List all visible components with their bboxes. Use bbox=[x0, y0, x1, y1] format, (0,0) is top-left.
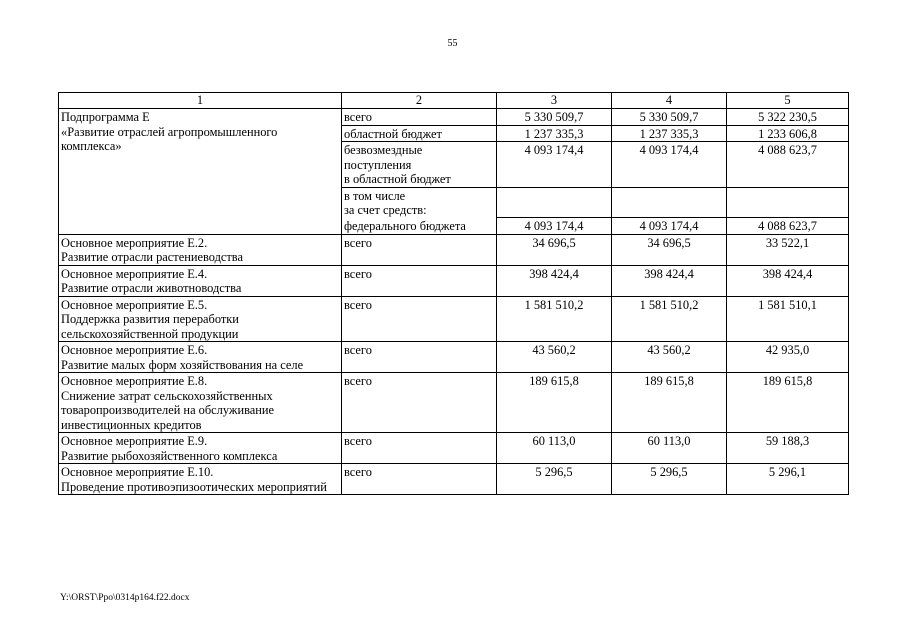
value-cell: 4 093 174,4 bbox=[497, 142, 612, 188]
column-header-4: 4 bbox=[612, 93, 727, 109]
funding-source-cell: федерального бюджета bbox=[342, 218, 497, 235]
value-cell: 60 113,0 bbox=[612, 433, 727, 464]
value-cell: 5 296,5 bbox=[497, 464, 612, 495]
value-cell: 42 935,0 bbox=[727, 342, 849, 373]
value-cell bbox=[612, 187, 727, 218]
value-cell: 1 581 510,2 bbox=[612, 296, 727, 342]
column-header-2: 2 bbox=[342, 93, 497, 109]
funding-source-cell: всего bbox=[342, 109, 497, 126]
value-cell: 1 581 510,2 bbox=[497, 296, 612, 342]
value-cell: 43 560,2 bbox=[497, 342, 612, 373]
value-cell: 4 093 174,4 bbox=[612, 142, 727, 188]
value-cell bbox=[497, 187, 612, 218]
funding-source-cell: всего bbox=[342, 342, 497, 373]
activity-name-cell: Основное мероприятие Е.8. Снижение затрат сельскохозяйственных товаропроизводителей на обслуживание инвестиционных кредитов bbox=[59, 373, 342, 433]
value-cell: 1 233 606,8 bbox=[727, 125, 849, 142]
activity-name-cell: Основное мероприятие Е.4. Развитие отрасли животноводства bbox=[59, 265, 342, 296]
subprogram-title-cell: Подпрограмма Е «Развитие отраслей агропромышленного комплекса» bbox=[59, 109, 342, 235]
table-row bbox=[59, 296, 849, 342]
funding-source-cell: всего bbox=[342, 464, 497, 495]
value-cell: 4 093 174,4 bbox=[497, 218, 612, 235]
value-cell bbox=[727, 187, 849, 218]
column-header-3: 3 bbox=[497, 93, 612, 109]
value-cell: 5 296,5 bbox=[612, 464, 727, 495]
value-cell: 398 424,4 bbox=[497, 265, 612, 296]
table-row bbox=[59, 265, 849, 296]
value-cell: 1 581 510,1 bbox=[727, 296, 849, 342]
value-cell: 398 424,4 bbox=[727, 265, 849, 296]
footer-file-path: Y:\ORST\Ppo\0314p164.f22.docx bbox=[60, 593, 190, 603]
value-cell: 1 237 335,3 bbox=[612, 125, 727, 142]
activity-name-cell: Основное мероприятие Е.9. Развитие рыбохозяйственного комплекса bbox=[59, 433, 342, 464]
value-cell: 34 696,5 bbox=[497, 234, 612, 265]
value-cell: 4 088 623,7 bbox=[727, 218, 849, 235]
table-row bbox=[59, 109, 849, 126]
value-cell: 34 696,5 bbox=[612, 234, 727, 265]
funding-source-cell: всего bbox=[342, 296, 497, 342]
table-row bbox=[59, 234, 849, 265]
activity-name-cell: Основное мероприятие Е.6. Развитие малых форм хозяйствования на селе bbox=[59, 342, 342, 373]
value-cell: 4 088 623,7 bbox=[727, 142, 849, 188]
value-cell: 5 330 509,7 bbox=[497, 109, 612, 126]
table-row bbox=[59, 433, 849, 464]
page-number: 55 bbox=[447, 38, 458, 49]
value-cell: 5 322 230,5 bbox=[727, 109, 849, 126]
activity-name-cell: Основное мероприятие Е.10. Проведение противоэпизоотических мероприятий bbox=[59, 464, 342, 495]
funding-source-cell: всего bbox=[342, 433, 497, 464]
value-cell: 398 424,4 bbox=[612, 265, 727, 296]
value-cell: 4 093 174,4 bbox=[612, 218, 727, 235]
table-row bbox=[59, 464, 849, 495]
value-cell: 189 615,8 bbox=[612, 373, 727, 433]
funding-source-cell: областной бюджет bbox=[342, 125, 497, 142]
value-cell: 1 237 335,3 bbox=[497, 125, 612, 142]
activity-name-cell: Основное мероприятие Е.5. Поддержка развития переработки сельскохозяйственной продукции bbox=[59, 296, 342, 342]
funding-source-cell: всего bbox=[342, 234, 497, 265]
funding-source-cell: всего bbox=[342, 265, 497, 296]
funding-source-cell: в том числе за счет средств: bbox=[342, 187, 497, 218]
column-header-1: 1 bbox=[59, 93, 342, 109]
value-cell: 59 188,3 bbox=[727, 433, 849, 464]
activity-name-cell: Основное мероприятие Е.2. Развитие отрасли растениеводства bbox=[59, 234, 342, 265]
table-row bbox=[59, 342, 849, 373]
funding-source-cell: всего bbox=[342, 373, 497, 433]
value-cell: 5 330 509,7 bbox=[612, 109, 727, 126]
table-header-row bbox=[59, 93, 849, 109]
funding-source-cell: безвозмездные поступления в областной бюджет bbox=[342, 142, 497, 188]
table-row bbox=[59, 373, 849, 433]
value-cell: 33 522,1 bbox=[727, 234, 849, 265]
value-cell: 60 113,0 bbox=[497, 433, 612, 464]
value-cell: 189 615,8 bbox=[727, 373, 849, 433]
value-cell: 5 296,1 bbox=[727, 464, 849, 495]
budget-table bbox=[58, 92, 849, 495]
value-cell: 43 560,2 bbox=[612, 342, 727, 373]
column-header-5: 5 bbox=[727, 93, 849, 109]
value-cell: 189 615,8 bbox=[497, 373, 612, 433]
